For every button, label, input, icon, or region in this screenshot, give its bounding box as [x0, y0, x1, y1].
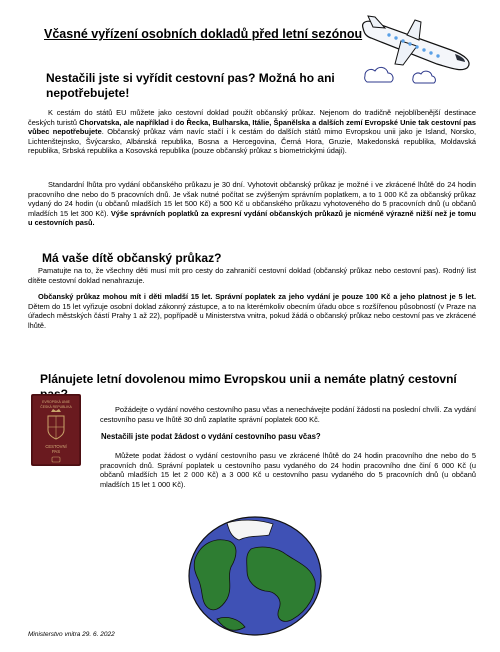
emphasis-text: Výše správních poplatků za expresní vydání občanských průkazů je nicméně výrazně nižší než je tomu u cestovních pasů.: [28, 208, 476, 228]
passport-text-pas: PAS: [51, 449, 61, 454]
globe-illustration: [187, 515, 323, 637]
body-text: K cestám do států EU můžete jako cestovní doklad použít občanský průkaz. Nejenom do tradičně nejoblíbenější destinace českých turistů: [28, 108, 476, 127]
paragraph-passport-apply: [100, 405, 476, 424]
body-text: Standardní lhůta pro vydání občanského průkazu je 30 dní. Vyhotovit občanský průkaz je možné i ve zkrácené lhůtě do 24 hodin pracovního dne nebo do 5 pracovních dnů. Je však nutné počítat se zvýšeným správním poplatkem, a to 1 000 Kč za občanský průkaz vydaný do 24 hodin (u občanů mladších 15 let 500 Kč) a 500 Kč u občanského průkazu vyhotoveného do 5 pracovních dnů (u občanů mladších 15 let 300 Kč).: [28, 180, 476, 218]
body-text: Pamatujte na to, že všechny děti musí mít pro cesty do zahraničí cestovní doklad (občanský průkaz nebo cestovní pas). Rodný list dítěte cestovní doklad nenahrazuje.: [28, 266, 476, 285]
body-text: Dětem do 15 let vyřizuje osobní doklad zákonný zástupce, a to na kterémkoliv obecním úřadu obce s rozšířenou působností (v Praze na úřadech městských částí Prahy 1 až 22), popřípadě u Ministerstva vnitra, pokud žádá o občanský průkaz nebo cestovní pas ve zkrácené lhůtě.: [28, 301, 476, 330]
passport-text-country: ČESKÁ REPUBLIKA: [40, 405, 72, 409]
emphasis-text: Chorvatska, ale například i do Řecka, Bulharska, Itálie, Španělska a dalších zemí Evropské Unie tak cestovní pas vůbec nepotřebujete: [28, 117, 476, 137]
footer-credit: Ministerstvo vnitra 29. 6. 2022: [28, 631, 115, 638]
passport-text-title: CESTOVNÍ: [45, 444, 67, 449]
cloud-icon: [365, 67, 436, 83]
body-text: Požádejte o vydání nového cestovního pasu včas a nenechávejte podání žádosti na poslední chvíli. Za vydání cestovního pasu ve lhůtě 30 dnů zaplatíte správní poplatek 600 Kč.: [100, 405, 476, 424]
paragraph-child-id-fee: [28, 292, 476, 330]
globe-icon: [189, 517, 321, 635]
paragraph-id-fees: [28, 180, 476, 228]
paragraph-eu-travel: [28, 108, 476, 156]
subheading-late-application: Nestačili jste podat žádost o vydání cestovního pasu včas?: [101, 432, 321, 441]
document-title: Včasné vyřízení osobních dokladů před letní sezónou: [44, 27, 363, 41]
emphasis-text: Občanský průkaz mohou mít i děti mladší 15 let. Správní poplatek za jeho vydání je pouze 100 Kč a jeho platnost je 5 let.: [38, 292, 476, 301]
passport-image: [31, 394, 81, 466]
body-text: . Občanský průkaz vám navíc stačí i k cestám do dalších států mimo Evropskou unii jako je Island, Norsko, Lichtenštejnsko, Švýcarsko, Albánská republika, Bosna a Hercegovina, Černá Hora, Gruzie, Makedonská republika, Moldavská republika, Srbská republika a Kosovská republika (pouze občanský průkaz s biometrickými údaji).: [28, 127, 476, 156]
airplane-illustration: [355, 14, 483, 94]
paragraph-child-documents: [28, 266, 476, 285]
section-heading-passport: Nestačili jste si vyřídit cestovní pas? Možná ho ani nepotřebujete!: [46, 71, 335, 100]
section-heading-non-eu-travel: Plánujete letní dovolenou mimo Evropskou unii a nemáte platný cestovní: [40, 372, 457, 386]
body-text: Můžete podat žádost o vydání cestovního pasu ve zkrácené lhůtě do 24 hodin pracovního dne nebo do 5 pracovních dnů. Správní poplatek u cestovního pasu vydaného do 24 hodin pracovního dne činí 6 000 Kč (u občanů mladších 15 let 2 000 Kč) a 3 000 Kč u cestovního pasu vydaného do 5 pracovních dnů (u občanů mladších 15 let 1 000 Kč).: [100, 451, 476, 489]
section-heading-child-id: Má vaše dítě občanský průkaz?: [42, 251, 222, 265]
passport-text-eu: EVROPSKÁ UNIE: [42, 400, 70, 404]
airplane-icon: [363, 16, 469, 70]
paragraph-passport-express: [100, 451, 476, 489]
